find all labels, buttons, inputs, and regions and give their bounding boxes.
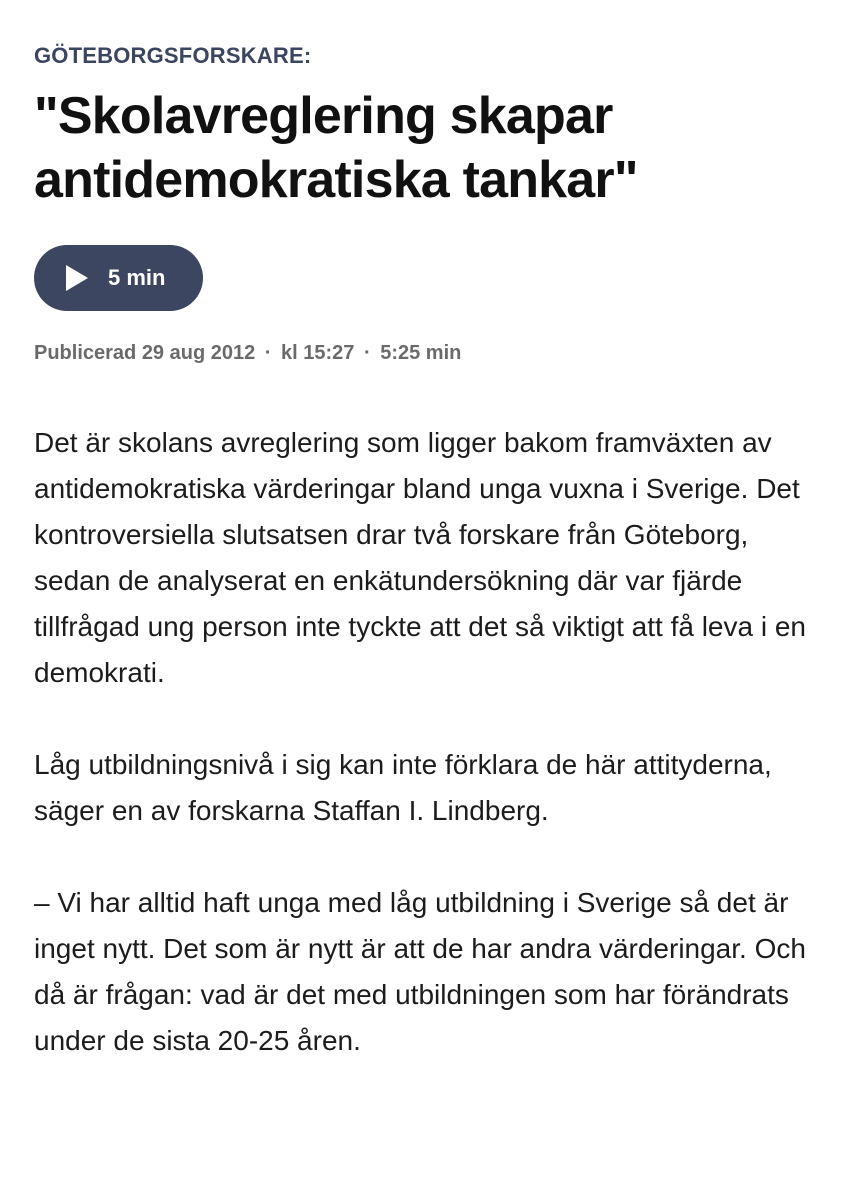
published-date: Publicerad 29 aug 2012 [34,342,256,364]
article-body [34,420,824,1110]
reading-duration: 5:25 min [380,342,462,364]
article-paragraph: Det är skolans avreglering som ligger bakom framväxten av antidemokratiska värderingar bland unga vuxna i Sverige. Det kontroversiella slutsatsen drar två forskare från Göteborg, sedan de analyserat en enkätundersökning där var fjärde tillfrågad ung person inte tyckte att det så viktigt att få leva i en demokrati. [34,427,806,688]
article-paragraph: Låg utbildningsnivå i sig kan inte förklara de här attityderna, säger en av forskarna Staffan I. Lindberg. [34,749,772,826]
article-meta [34,340,461,366]
listen-audio-button[interactable] [34,245,203,311]
audio-duration-label: 5 min [108,265,166,290]
article-headline: "Skolavreglering skapar antidemokratiska tankar" [34,87,638,209]
article-kicker: GÖTEBORGSFORSKARE: [34,43,312,68]
published-time: kl 15:27 [281,342,355,364]
meta-separator: · [363,342,371,364]
meta-separator: · [264,342,272,364]
play-icon [66,265,88,291]
article-paragraph: – Vi har alltid haft unga med låg utbildning i Sverige så det är inget nytt. Det som är nytt är att de har andra värderingar. Och då är frågan: vad är det med utbildningen som har förändrats under de sista 20-25 åren. [34,887,806,1056]
